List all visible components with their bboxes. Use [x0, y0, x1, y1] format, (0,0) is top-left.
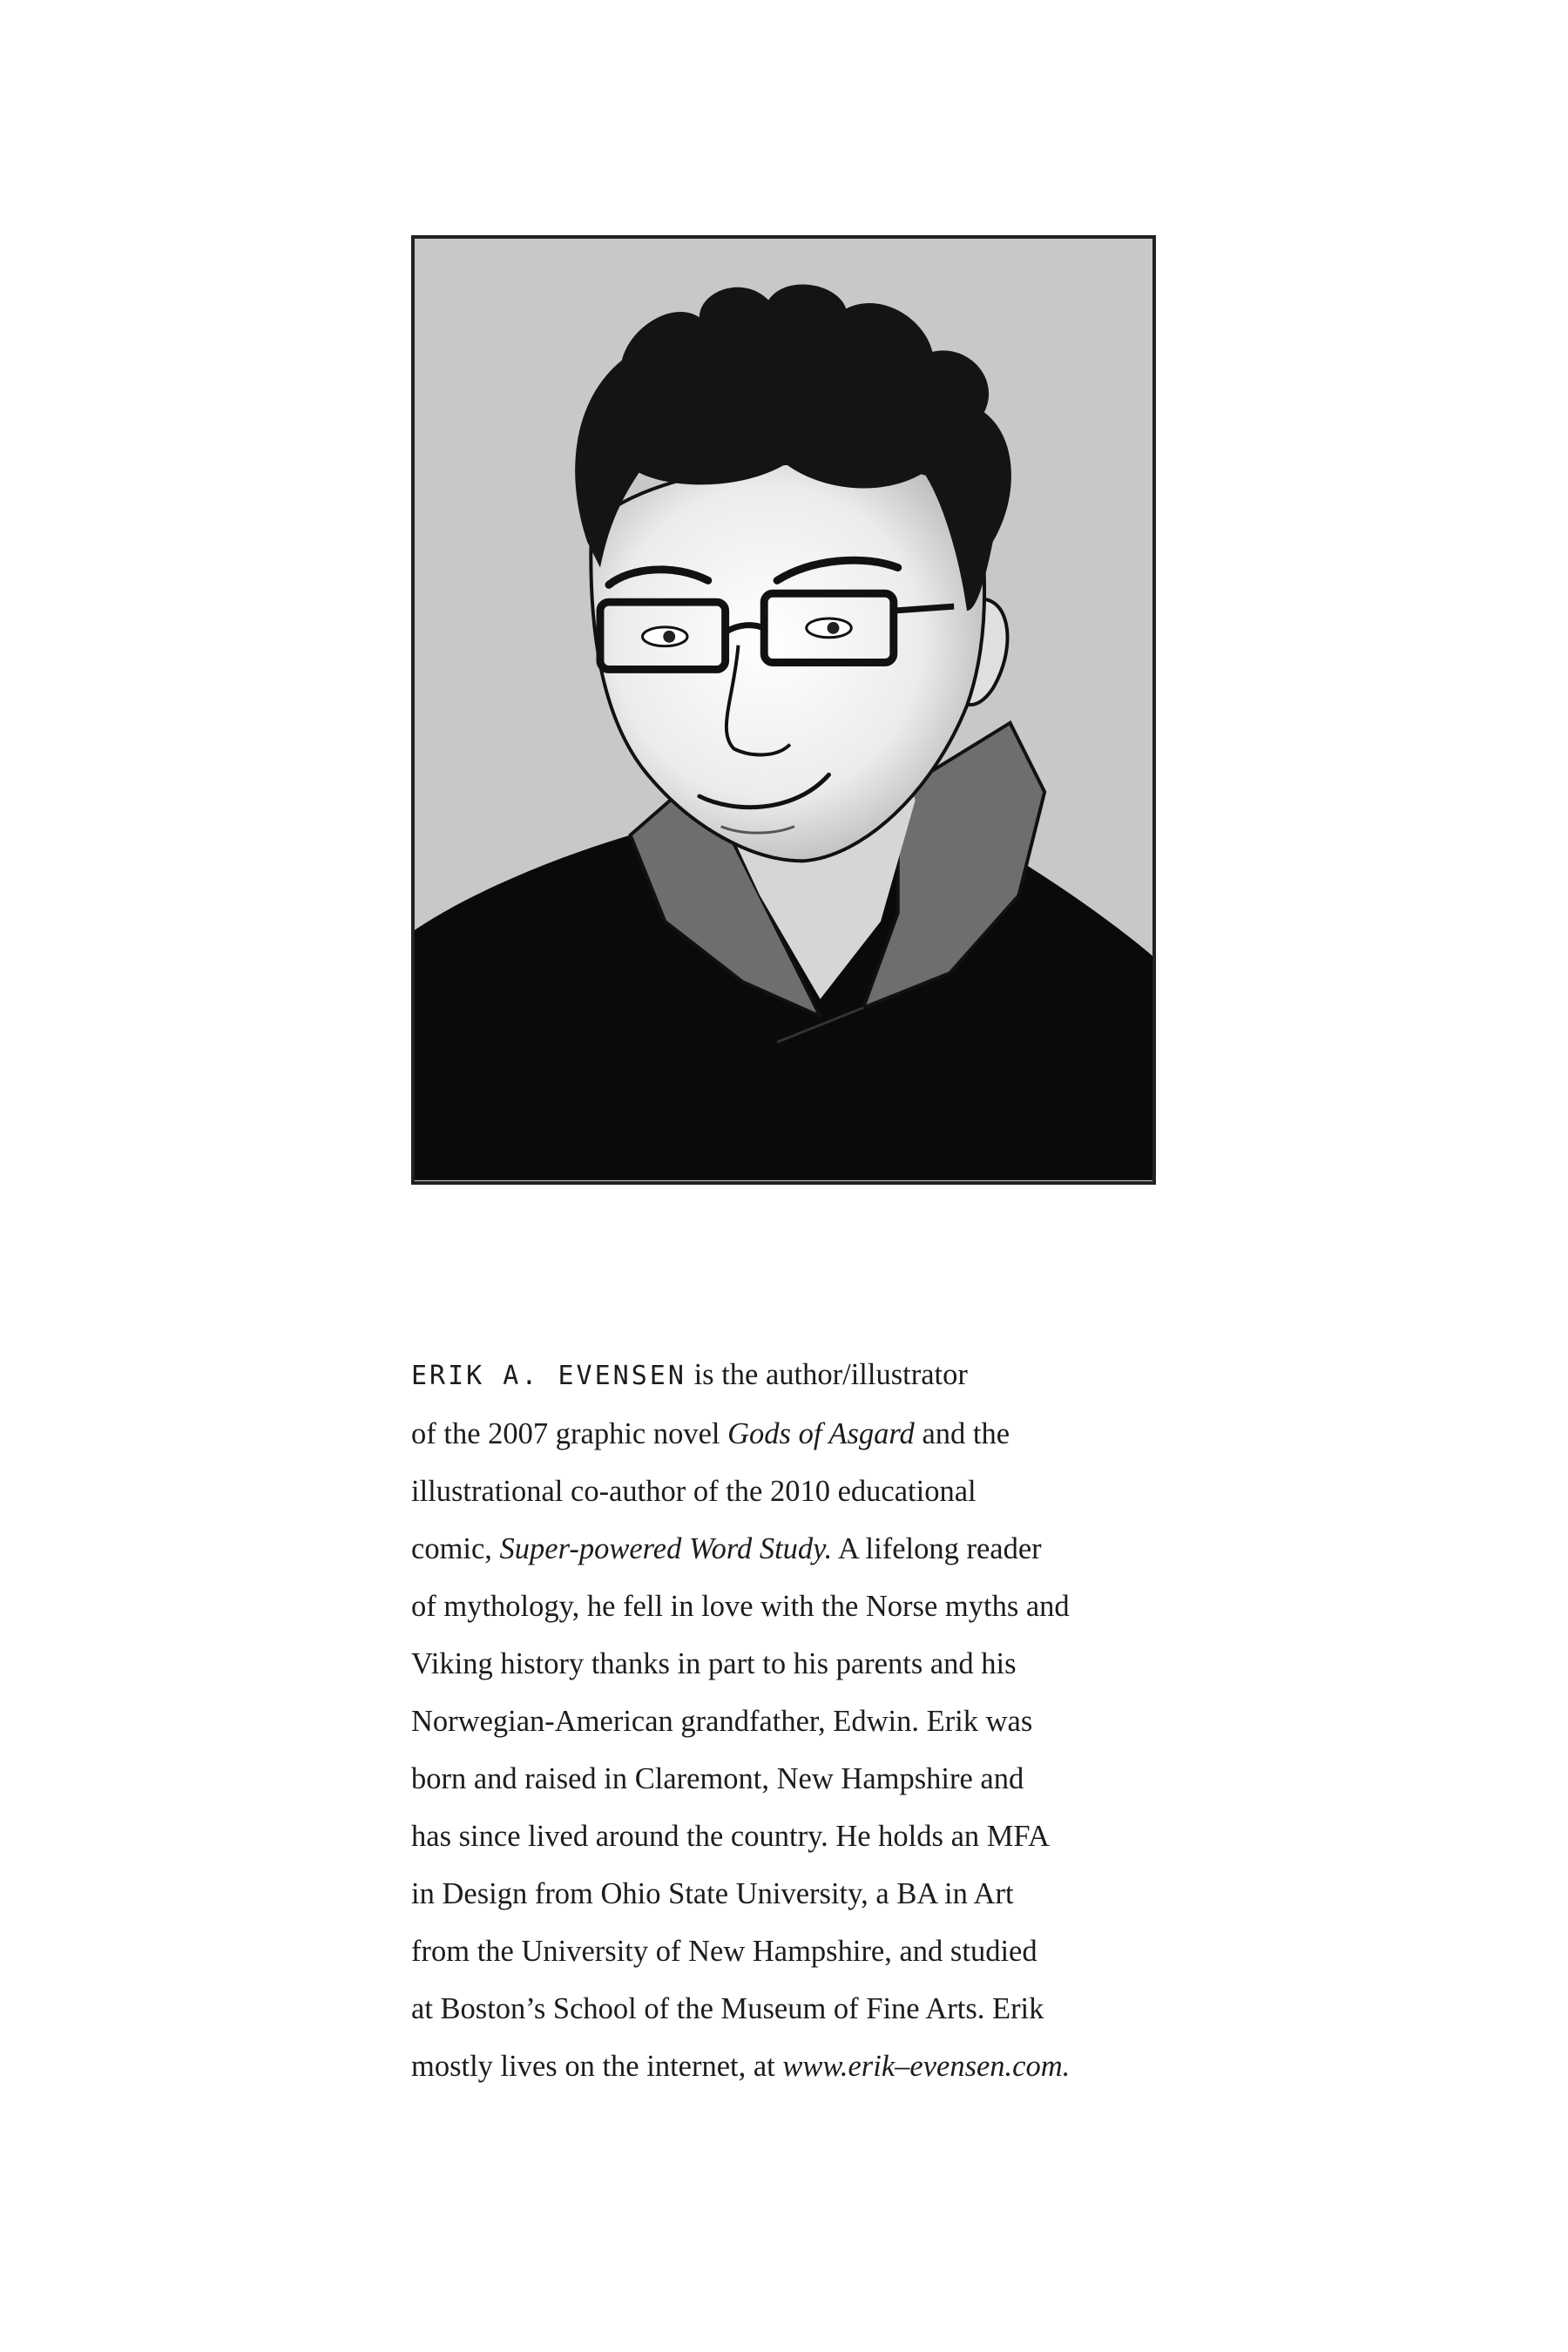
bio-line-8: born and raised in Claremont, New Hampshire and — [411, 1762, 1024, 1795]
author-bio — [411, 1346, 1160, 2095]
bio-line-4: comic, Super-powered Word Study. A lifelong reader — [411, 1532, 1042, 1565]
glasses-arm — [894, 606, 954, 611]
bio-line-12: at Boston’s School of the Museum of Fine Arts. Erik — [411, 1992, 1044, 2025]
bio-line-3: illustrational co-author of the 2010 educational — [411, 1475, 977, 1508]
bio-line-7: Norwegian-American grandfather, Edwin. Erik was — [411, 1705, 1033, 1738]
portrait-illustration — [415, 239, 1152, 1181]
author-name: ERIK A. EVENSEN — [411, 1361, 686, 1391]
bio-line-1: ERIK A. EVENSEN is the author/illustrator — [411, 1358, 968, 1391]
website-link: www.erik–evensen.com. — [782, 2050, 1071, 2083]
author-portrait — [411, 235, 1156, 1185]
bio-line-10: in Design from Ohio State University, a BA in Art — [411, 1877, 1014, 1910]
bio-line-5: of mythology, he fell in love with the Norse myths and — [411, 1590, 1070, 1623]
bio-line-6: Viking history thanks in part to his parents and his — [411, 1647, 1017, 1680]
book-title: Gods of Asgard — [727, 1417, 915, 1450]
bio-line-11: from the University of New Hampshire, and studied — [411, 1935, 1037, 1968]
bio-line-9: has since lived around the country. He holds an MFA — [411, 1820, 1050, 1853]
bio-line-2: of the 2007 graphic novel Gods of Asgard and the — [411, 1417, 1010, 1450]
book-title: Super-powered Word Study. — [499, 1532, 833, 1565]
bio-line-13: mostly lives on the internet, at www.erik–evensen.com. — [411, 2050, 1071, 2083]
